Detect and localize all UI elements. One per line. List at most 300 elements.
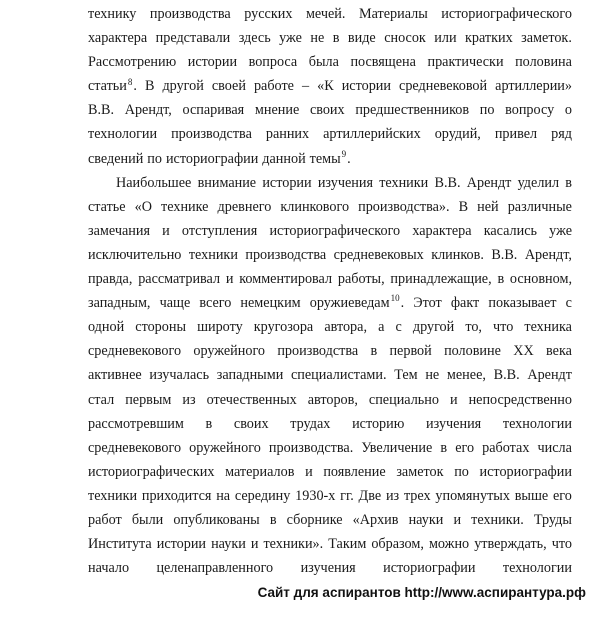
text-line [88, 74, 572, 98]
word [239, 267, 332, 291]
word [503, 412, 572, 436]
word-text: в [565, 174, 572, 191]
word [441, 2, 572, 26]
word-text: утверждать, [474, 536, 547, 553]
word-text: оружейного [193, 343, 266, 360]
word [240, 291, 300, 315]
word [379, 171, 428, 195]
word [317, 74, 334, 98]
word-text: работы, [337, 271, 385, 288]
word-text: оружиеведам [309, 295, 390, 312]
text-line [88, 388, 572, 412]
word [135, 195, 152, 219]
word [235, 484, 290, 508]
word-text: по [454, 463, 469, 480]
word [480, 98, 495, 122]
word [145, 74, 154, 98]
word [488, 291, 556, 315]
word-text: была [308, 54, 339, 71]
word-text: уже [279, 30, 302, 47]
word [518, 171, 559, 195]
word-text: историографии [479, 463, 572, 480]
word-text: можно [428, 536, 470, 553]
word [262, 147, 305, 171]
text-line [88, 412, 572, 436]
word-text: другой [162, 78, 204, 95]
word-text: Две [358, 487, 382, 504]
text-line [88, 291, 572, 315]
word-text: своих [233, 415, 269, 432]
word-text: истории [262, 174, 312, 191]
word-text: Наибольшее [116, 174, 192, 191]
word-text: начало [88, 560, 130, 577]
word [454, 460, 469, 484]
word-text: XX [513, 343, 534, 360]
word [525, 243, 572, 267]
word [88, 436, 181, 460]
word-text: средневекового [88, 439, 182, 456]
word-text: производства [245, 246, 327, 263]
word-text: стороны [135, 319, 186, 336]
word-text: . [347, 150, 351, 167]
word-text: уже [549, 222, 572, 239]
word-text: основном, [509, 271, 572, 288]
word [280, 195, 349, 219]
word [245, 243, 326, 267]
text-line [88, 195, 572, 219]
word-text: и [453, 511, 462, 528]
word [413, 315, 454, 339]
word [188, 50, 237, 74]
word [355, 98, 469, 122]
word-text: . [400, 295, 405, 312]
word [412, 219, 471, 243]
word [197, 315, 243, 339]
word [328, 532, 366, 556]
word-text: кругозора [253, 319, 314, 336]
word [534, 508, 572, 532]
word [88, 122, 157, 146]
word [455, 436, 474, 460]
word-text: . [133, 78, 137, 95]
word [88, 532, 152, 556]
word [162, 74, 203, 98]
word [310, 26, 324, 50]
word-text: В.В. [434, 174, 461, 191]
word-text: образом, [371, 536, 424, 553]
word [467, 171, 512, 195]
word-text: и [162, 222, 170, 239]
word-text: историографического [441, 6, 572, 22]
word [471, 508, 524, 532]
word [193, 339, 265, 363]
word-text: истории [341, 78, 391, 95]
word [450, 388, 458, 412]
word-text: науки [211, 536, 246, 553]
word-text: ней [477, 198, 499, 215]
word [88, 556, 129, 580]
word [125, 98, 172, 122]
word [189, 243, 238, 267]
word [138, 267, 220, 291]
word-text: рассмотревшим [88, 415, 184, 432]
word [359, 484, 382, 508]
word [291, 363, 387, 387]
word-text: упомянутых [435, 487, 510, 504]
text-line [88, 460, 572, 484]
word-text: производства». [358, 198, 450, 215]
word-text: технологии [88, 126, 158, 143]
word-text: технике [161, 198, 209, 215]
word [88, 26, 147, 50]
word-text: с [565, 295, 572, 312]
word [549, 219, 572, 243]
word-text: В.В. [493, 367, 520, 384]
word [409, 508, 444, 532]
word [309, 50, 339, 74]
word [302, 74, 309, 98]
word [369, 388, 439, 412]
word [162, 219, 170, 243]
word-text: Таким [328, 536, 367, 553]
word-text: отступления [181, 222, 258, 239]
text-line [88, 50, 572, 74]
text-line [88, 436, 572, 460]
word [435, 484, 510, 508]
word-text: техники [188, 246, 238, 263]
word-text: правда, [88, 271, 133, 288]
word [361, 436, 432, 460]
word-text: В.В. [88, 102, 115, 119]
word [358, 195, 449, 219]
word [189, 436, 261, 460]
word [199, 291, 231, 315]
text-line [88, 556, 572, 580]
word-text: изучения [426, 415, 482, 432]
word [88, 315, 124, 339]
word-text: сведений [88, 150, 144, 167]
word-text: технологии [502, 415, 572, 432]
word-text: данной [262, 150, 306, 167]
word [279, 26, 302, 50]
footnote-marker: 9 [341, 148, 347, 159]
footnote-marker: 10 [390, 293, 400, 304]
word-text: рассматривал [138, 271, 221, 288]
word [88, 267, 132, 291]
word [482, 436, 529, 460]
word-text: 1930-х [295, 487, 336, 504]
word-text: историографического [269, 222, 401, 239]
word [484, 219, 537, 243]
word [310, 291, 404, 315]
word [234, 412, 269, 436]
word-text: орудий, [434, 126, 481, 143]
word [156, 556, 273, 580]
word-text: «К [317, 78, 334, 95]
text-line [88, 219, 572, 243]
word-text: материалов [225, 463, 295, 480]
word-text: своих [309, 102, 345, 119]
word [515, 50, 572, 74]
word [495, 74, 572, 98]
word [465, 315, 482, 339]
word [389, 339, 431, 363]
word-text: в [370, 343, 378, 360]
word-text: различные [507, 198, 572, 215]
word [142, 484, 212, 508]
word [510, 267, 572, 291]
word-text: историю [352, 415, 405, 432]
word [552, 532, 572, 556]
word [295, 484, 335, 508]
word [198, 171, 257, 195]
word [378, 315, 384, 339]
word [263, 532, 323, 556]
body-text [88, 2, 572, 580]
word [161, 195, 208, 219]
word [135, 315, 186, 339]
word-text: техника [524, 319, 572, 336]
word [323, 122, 421, 146]
word-text: Арендт [527, 367, 572, 384]
word [88, 363, 142, 387]
site-footer: Сайт для аспирантов http://www.аспирантура.рф [257, 585, 586, 600]
word [150, 2, 231, 26]
word [359, 2, 428, 26]
word-text: истории [187, 54, 238, 71]
word [565, 98, 572, 122]
text-line [88, 484, 572, 508]
word-text: авторов, [307, 391, 358, 408]
word [480, 460, 572, 484]
word [88, 2, 136, 26]
word-text: изучения [300, 560, 356, 577]
word-text: касались [483, 222, 537, 239]
word-text: одной [88, 319, 125, 336]
word-text: что [493, 319, 514, 336]
word [88, 243, 181, 267]
word-text: сносок [384, 30, 426, 47]
word [477, 195, 498, 219]
word [453, 508, 461, 532]
word [88, 339, 181, 363]
word-text: и [225, 271, 234, 288]
word-text: века [546, 343, 572, 360]
word-text: мнение [254, 102, 300, 119]
word-text: и [449, 391, 458, 408]
word [269, 219, 400, 243]
text-line [88, 315, 572, 339]
word [340, 484, 354, 508]
word-text: немецким [240, 295, 301, 312]
word-text: артиллерийских [323, 126, 421, 143]
word [350, 50, 416, 74]
word-text: – [302, 78, 310, 95]
word-text: техники [88, 487, 138, 504]
word-text: в [332, 30, 340, 47]
word [157, 532, 206, 556]
word [318, 171, 373, 195]
word [465, 26, 513, 50]
word [290, 412, 330, 436]
word [491, 243, 517, 267]
word [310, 147, 351, 171]
word [413, 291, 442, 315]
word-text: В [458, 198, 469, 215]
word-text: из [385, 487, 400, 504]
word [156, 26, 231, 50]
word [435, 122, 481, 146]
word-text: древнего [217, 198, 272, 215]
word-text: комментировал [239, 271, 333, 288]
word-text: техники. [471, 511, 524, 528]
word-text: «О [134, 198, 152, 215]
word-text: изучения [317, 174, 373, 191]
word [249, 50, 298, 74]
word [371, 532, 424, 556]
word-text: его [552, 487, 572, 504]
word-text: Института [88, 536, 152, 553]
word-text: средневековых [333, 246, 424, 263]
word [333, 26, 340, 50]
word-text: замечания [88, 222, 150, 239]
word [88, 460, 214, 484]
word [218, 195, 272, 219]
word [451, 291, 479, 315]
word [88, 291, 150, 315]
word [348, 26, 376, 50]
word-text: историографических [88, 463, 215, 480]
word [425, 363, 439, 387]
word [505, 98, 554, 122]
word-text: заметок. [521, 30, 572, 47]
word [171, 122, 252, 146]
text-line [88, 243, 572, 267]
word [527, 363, 572, 387]
word [277, 339, 358, 363]
word-text: выше [514, 487, 549, 504]
word-text: клинкового [280, 198, 350, 215]
word-text: первой [389, 343, 432, 360]
text-line [88, 98, 572, 122]
word-text: Труды [533, 511, 572, 528]
word-text: вопросу [505, 102, 555, 119]
word [225, 460, 294, 484]
word [149, 363, 209, 387]
word [324, 315, 367, 339]
word-text: половина [515, 54, 572, 71]
word-text: оспаривая [182, 102, 245, 119]
word-text: западным, [88, 295, 151, 312]
word-text: чаще [159, 295, 191, 312]
word-text: Тем [394, 367, 418, 384]
word [305, 460, 313, 484]
word-text: его [455, 439, 475, 456]
word [546, 339, 572, 363]
word-text: специалистами. [290, 367, 387, 384]
word [459, 195, 468, 219]
word-text: здесь [238, 30, 271, 47]
word [88, 508, 122, 532]
word-text: сборнике [286, 511, 343, 528]
word [301, 556, 356, 580]
word [88, 484, 137, 508]
word-text: ряд [551, 126, 572, 143]
word [404, 484, 431, 508]
word-text: привел [494, 126, 538, 143]
word [447, 363, 486, 387]
word [440, 436, 447, 460]
word [88, 412, 184, 436]
word-text: менее, [446, 367, 486, 384]
word-text: вопроса [248, 54, 298, 71]
word-text: в [497, 271, 505, 288]
word [538, 436, 572, 460]
word-text: кратких [464, 30, 513, 47]
word [160, 291, 191, 315]
word-text: числа [537, 439, 572, 456]
word-text: историографии [165, 150, 259, 167]
word [338, 267, 385, 291]
word [88, 98, 114, 122]
word-text: средневекового [88, 343, 182, 360]
word [310, 98, 345, 122]
word [566, 291, 572, 315]
text-line [88, 26, 572, 50]
word [474, 532, 546, 556]
word-text: технику [88, 6, 137, 22]
word [254, 74, 294, 98]
word [216, 484, 230, 508]
word-text: в [440, 439, 448, 456]
word [183, 98, 245, 122]
word-text: внимание [197, 174, 257, 191]
word [553, 484, 572, 508]
word [207, 388, 297, 412]
word [390, 267, 491, 291]
word-text: Арендт, [524, 246, 572, 263]
word-text: и [305, 463, 313, 480]
word-text: предшественников [355, 102, 470, 119]
word-text: артиллерии» [495, 78, 572, 95]
word [508, 195, 572, 219]
word-text: статье [88, 198, 126, 215]
word-text: из [182, 391, 196, 408]
word [173, 508, 259, 532]
word-text: стал [88, 391, 115, 408]
word-text: специально [368, 391, 439, 408]
word [255, 98, 299, 122]
word-text: исключительно [88, 246, 182, 263]
word [116, 171, 191, 195]
word-text: что [551, 536, 572, 553]
word [493, 315, 513, 339]
word [386, 484, 399, 508]
word-text: западными [216, 367, 284, 384]
word [88, 50, 176, 74]
word-text: отечественных [206, 391, 297, 408]
word-text: целенаправленного [156, 560, 274, 577]
word [384, 26, 426, 50]
word-text: уделил [517, 174, 560, 191]
word-text: факт [450, 295, 480, 312]
word-text: русских [244, 6, 293, 22]
word [244, 2, 292, 26]
word [524, 315, 572, 339]
word [132, 508, 163, 532]
word [353, 508, 399, 532]
word-text: изучалась [149, 367, 210, 384]
